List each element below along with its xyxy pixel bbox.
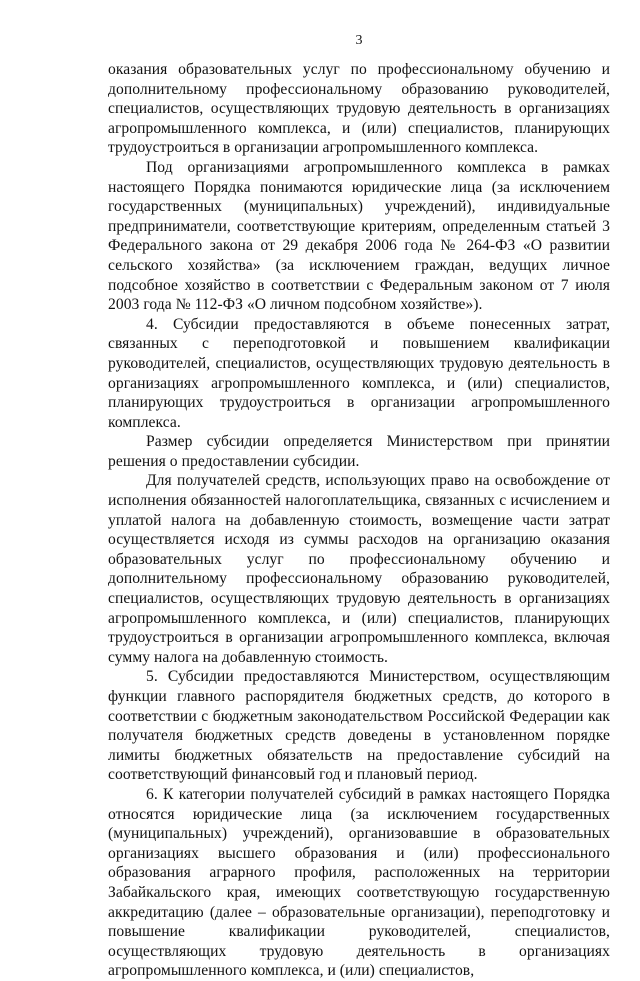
paragraph-vat-exemption: Для получателей средств, использующих право на освобождение от исполнения обязанностей налогоплательщика, связанных с исчислением и уплатой налога на добавленную стоимость, возмещение части затрат осуществляется исходя из суммы расходов на организацию оказания образовательных услуг по профессиональному обучению и дополнительному профессиональному образованию руководителей, специалистов, осуществляющих трудовую деятельность в организациях агропромышленного комплекса, и (или) специалистов, планирующих трудоустроиться в организации агропромышленного комплекса, включая сумму налога на добавленную стоимость.	[108, 472, 610, 666]
paragraph-continuation: оказания образовательных услуг по профессиональному обучению и дополнительному профессиональному образованию руководителей, специалистов, осуществляющих трудовую деятельность в организациях агропромышленного комплекса, и (или) специалистов, планирующих трудоустроиться в организации агропромышленного комплекса.	[108, 61, 610, 157]
page-number: 3	[355, 33, 363, 48]
paragraph-item-5: 5. Субсидии предоставляются Министерством, осуществляющим функции главного распорядителя бюджетных средств, до которого в соответствии с бюджетным законодательством Российской Федерации как получателя бюджетных средств доведены в установленном порядке лимиты бюджетных обязательств на предоставление субсидий на соответствующий финансовый год и плановый период.	[108, 668, 610, 784]
paragraph-item-6: 6. К категории получателей субсидий в рамках настоящего Порядка относятся юридические лица (за исключением государственных (муниципальных) учреждений), организовавшие в образовательных организациях высшего образования и (или) профессионального образования аграрного профиля, расположенных на территории Забайкальского края, имеющих соответствующую государственную аккредитацию (далее – образовательные организации), переподготовку и повышение квалификации руководителей, специалистов, осуществляющих трудовую деятельность в организациях агропромышленного комплекса, и (или) специалистов,	[108, 785, 610, 980]
paragraph-subsidy-amount: Размер субсидии определяется Министерством при принятии решения о предоставлении субсидии.	[108, 433, 610, 470]
paragraph-agro-organizations-definition: Под организациями агропромышленного комплекса в рамках настоящего Порядка понимаются юридические лица (за исключением государственных (муниципальных) учреждений), индивидуальные предприниматели, соответствующие критериям, определенным статьей 3 Федерального закона от 29 декабря 2006 года № 264-ФЗ «О развитии сельского хозяйства» (за исключением граждан, ведущих личное подсобное хозяйство в соответствии с Федеральным законом от 7 июля 2003 года № 112-ФЗ «О личном подсобном хозяйстве»).	[108, 158, 610, 314]
paragraph-item-4: 4. Субсидии предоставляются в объеме понесенных затрат, связанных с переподготовкой и повышением квалификации руководителей, специалистов, осуществляющих трудовую деятельность в организациях агропромышленного комплекса, и (или) специалистов, планирующих трудоустроиться в организации агропромышленного комплекса.	[108, 315, 610, 431]
